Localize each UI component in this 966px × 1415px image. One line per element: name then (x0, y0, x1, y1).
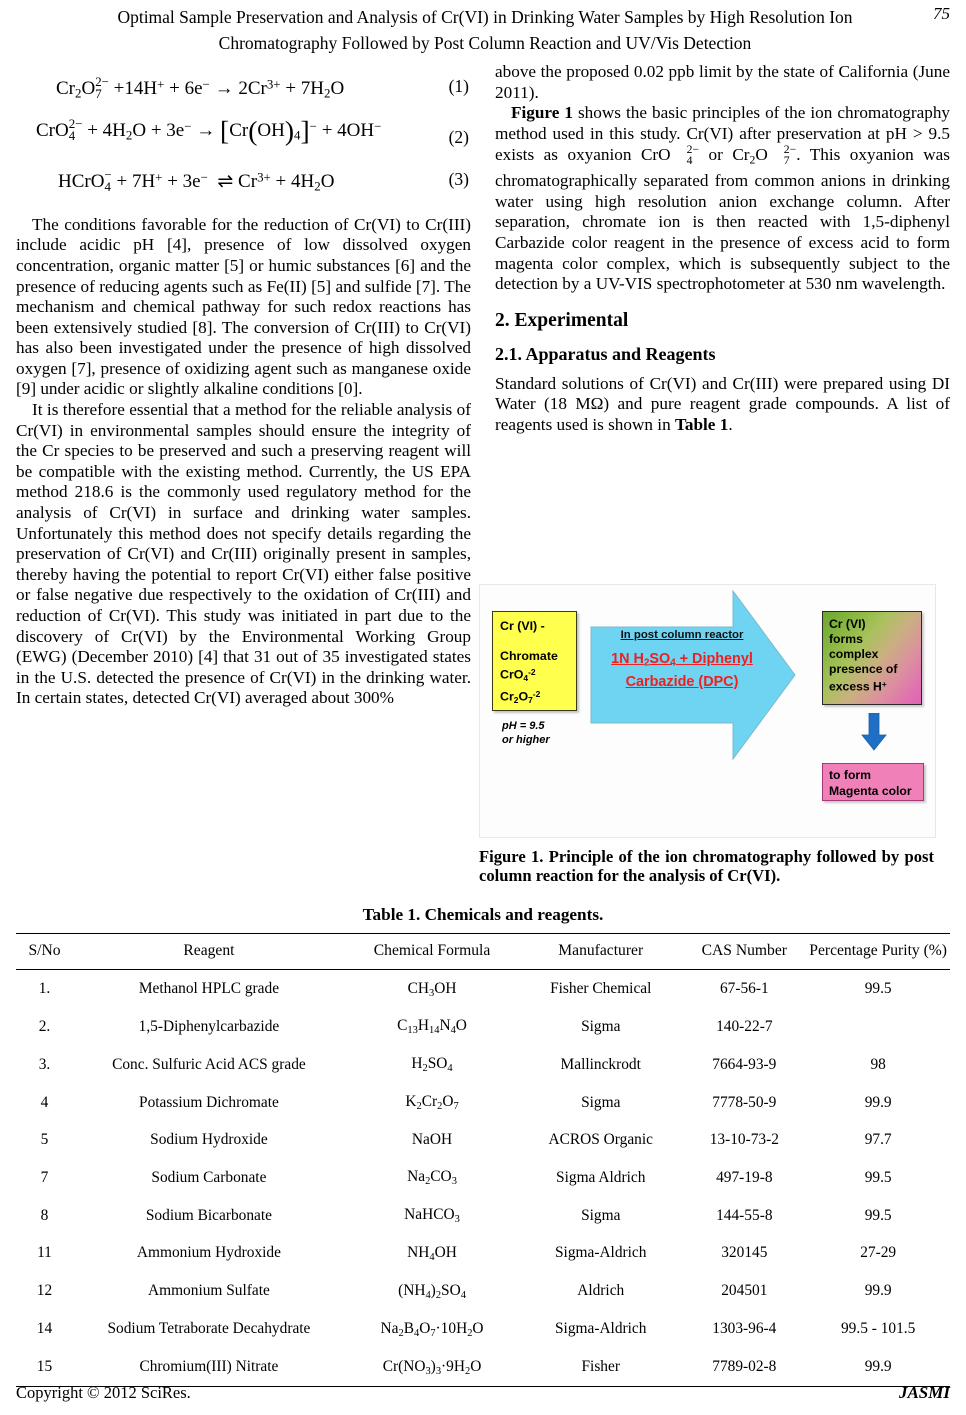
cell-cas: 67-56-1 (719, 979, 769, 997)
table-row (16, 1348, 950, 1386)
table-row (16, 1122, 950, 1159)
table-reference-bold: Table 1 (674, 415, 729, 434)
equation-block (16, 76, 471, 195)
table-row (16, 1235, 950, 1273)
cell-reagent: Sodium Bicarbonate (145, 1206, 272, 1224)
running-head-line1: Optimal Sample Preservation and Analysis of Cr(VI) in Drinking Water Samples by High Resolution Ion (117, 7, 853, 27)
cell-purity: 99.5 (864, 1206, 892, 1224)
left-paragraph-1: The conditions favorable for the reduction of Cr(VI) to Cr(III) include acidic pH [4], presence of low dissolved oxygen concentration, organic matter [5] or humic substances [6] and the presence of reducing agents such as Fe(II) [5] and sulfide [7]. The mechanism and chemical pathway for such redox reactions has been extensively studied [8]. The conversion of Cr(III) to Cr(VI) has also been investigated under the presence of high dissolved oxygen [7], presence of oxidizing agent such as manganese oxide [9] under acidic or slightly alkaline conditions [0]. (16, 214, 471, 399)
heading-apparatus-and-reagents: 2.1. Apparatus and Reagents (495, 343, 716, 364)
equation-3 (16, 169, 471, 194)
cell-sno: 11 (37, 1244, 52, 1262)
figure-down-arrow-shape (861, 713, 887, 751)
cell-manufacturer: Fisher (519, 1348, 682, 1386)
cell-manufacturer: Sigma Aldrich (556, 1168, 646, 1186)
column-header-cas: CAS Number (682, 934, 806, 970)
figure-paragraph-a: shows the basic principles of the ion chromatography method used in this study. Cr(VI) after preservation at pH > 9.5 exists as oxyanion (495, 103, 951, 165)
ph-note-line-2: or higher (502, 734, 550, 746)
figure-1-wrapper (479, 584, 934, 885)
column-header-manufacturer: Manufacturer (519, 934, 682, 970)
apparatus-text-a: Standard solutions of Cr(VI) and Cr(III) were prepared using DI Water (18 MΩ) and pure reagent grade compounds. A list of reagents used is shown in (495, 373, 950, 434)
table-row (16, 1046, 950, 1084)
cell-manufacturer: Sigma (581, 1206, 621, 1224)
cell-formula: NaOH (411, 1131, 453, 1149)
figure-green-gradient-box (822, 611, 922, 705)
table-row (16, 970, 950, 1008)
cell-cas: 7778-50-9 (712, 1093, 777, 1111)
green-line-4: presence of (829, 662, 898, 676)
chemicals-and-reagents-table (16, 933, 950, 1387)
table-1-title: Table 1. Chemicals and reagents. (362, 905, 604, 924)
cell-cas: 13-10-73-2 (709, 1131, 779, 1149)
left-column (16, 62, 471, 709)
table-header-row (16, 934, 950, 970)
oxyanion-chromate: CrO 2− 4 (640, 143, 699, 168)
cell-purity: 27-29 (860, 1244, 897, 1262)
cell-reagent: Chromium(III) Nitrate (73, 1348, 345, 1386)
equation-3-number: (3) (448, 169, 469, 190)
cell-purity (806, 1008, 950, 1046)
cell-manufacturer: Sigma (581, 1093, 621, 1111)
cell-formula: $Na_2B_4O_7\cdot 10H_2O$ (380, 1319, 484, 1339)
equation-2-body: CrO 2− 4 + $4H_2O + 3e^- \to [Cr(OH)_4]^- + 4OH^-$ (36, 115, 382, 147)
arrow-reagent: 1N $H_2SO_4$ + Diphenyl Carbazide (DPC) (611, 651, 753, 690)
cell-purity: 97.7 (864, 1131, 892, 1149)
right-arrow-icon (583, 589, 798, 761)
cell-reagent: Ammonium Sulfate (148, 1282, 270, 1300)
cell-purity: 99.9 (864, 1093, 892, 1111)
cell-formula: $Na_2CO_3$ (407, 1168, 457, 1188)
cell-cas: 7789-02-8 (682, 1348, 806, 1386)
cell-formula: $(NH_4)_2SO_4$ (398, 1281, 466, 1301)
column-header-formula: Chemical Formula (345, 934, 519, 970)
cell-formula: $Cr(NO_3)_3\cdot 9H_2O$ (345, 1348, 519, 1386)
table-row (16, 1272, 950, 1310)
figure-paragraph-c: . This oxyanion was chromatographically separated from common anions in drinking water using high resolution anion exchange column. After separation, chromate ion is then reacted with 1,5-diphenyl Carbazide color reagent in the presence of excess acid to form magenta color complex, which is subsequently subject to the detection by a UV-VIS spectrophotometer at 530 nm wavelength. (495, 145, 950, 294)
table-1-wrapper (16, 905, 950, 1387)
figure-ph-note (502, 719, 550, 747)
heading-experimental: 2. Experimental (495, 309, 629, 331)
figure-right-arrow-shape (583, 589, 798, 761)
cell-reagent: Sodium Carbonate (151, 1168, 267, 1186)
equation-2 (16, 115, 471, 147)
table-row (16, 1159, 950, 1197)
right-paragraph-continued: above the proposed 0.02 ppb limit by the state of California (June 2011). (495, 62, 950, 102)
yellow-line-4: $Cr_2O_7^{-2}$ (500, 688, 541, 705)
column-header-purity: Percentage Purity (%) (806, 934, 950, 970)
left-paragraph-2: It is therefore essential that a method for the reliable analysis of Cr(VI) in environmental samples should ensure the integrity of the Cr species to be preserved and such a preserving reagent will be compatible with the existing method. Currently, the US EPA method 218.6 is the commonly used regulatory method for the analysis of Cr(VI) in surface and drinking water samples. Unfortunately this method does not specify details regarding the preservation of Cr(VI) and Cr(III) originally present in samples, thereby having the potential to report Cr(VI) either false positive or false negative due respectively to the oxidation of Cr(III) and reduction of Cr(VI). This study was initiated in part due to the discovery of Cr(VI) by the Environmental Working Group (EWG) (December 2010) [4] that 31 out of 35 investigated states in the U.S. detected the presence of Cr(VI) in the drinking water. In certain states, detected Cr(VI) averaged about 300% (16, 400, 471, 708)
cell-manufacturer: Sigma-Aldrich (554, 1320, 647, 1338)
cell-formula: $H_2SO_4$ (411, 1055, 453, 1075)
cell-reagent: Conc. Sulfuric Acid ACS grade (112, 1055, 306, 1073)
cell-cas: 7664-93-9 (712, 1055, 777, 1073)
yellow-line-2: Chromate (500, 649, 558, 663)
table-header (16, 934, 950, 970)
figure-yellow-box (492, 611, 577, 711)
cell-cas: 320145 (721, 1244, 768, 1262)
page-footer (16, 1383, 950, 1403)
yellow-line-3: CrO$_4^{-2}$ (500, 667, 536, 683)
cell-reagent: Potassium Dichromate (139, 1093, 279, 1111)
cell-sno: 1. (38, 979, 51, 997)
cell-sno: 12 (36, 1282, 53, 1300)
equation-1 (16, 76, 471, 101)
table-row (16, 1310, 950, 1348)
down-arrow-icon (861, 713, 887, 751)
cell-manufacturer: Sigma-Aldrich (554, 1244, 647, 1262)
apparatus-text-b: . (728, 415, 733, 434)
cell-sno: 5 (40, 1131, 49, 1149)
cell-sno: 14 (36, 1320, 53, 1338)
right-column (495, 62, 950, 436)
table-body (16, 970, 950, 1387)
cell-manufacturer: Sigma (581, 1017, 621, 1035)
cell-reagent: Sodium Tetraborate Decahydrate (107, 1320, 311, 1338)
cell-manufacturer: Mallinckrodt (560, 1055, 641, 1073)
cell-reagent: Methanol HPLC grade (138, 979, 280, 997)
cell-sno: 8 (40, 1206, 49, 1224)
cell-formula: NaHCO$_3$ (404, 1206, 460, 1226)
page-number: 75 (933, 4, 950, 23)
cell-sno: 3. (38, 1055, 51, 1073)
cell-cas: 144-55-8 (716, 1206, 773, 1224)
cell-sno: 7 (40, 1168, 49, 1186)
cell-purity: 99.5 (864, 1168, 892, 1186)
figure-pink-box (822, 763, 924, 801)
pink-line-1: to form (829, 768, 871, 782)
cell-purity: 99.5 (864, 979, 892, 997)
pink-line-2: Magenta color (829, 784, 912, 798)
column-header-reagent: Reagent (73, 934, 345, 970)
cell-purity: 99.9 (806, 1348, 950, 1386)
cell-cas: 1303-96-4 (712, 1320, 777, 1338)
table-row (16, 1008, 950, 1046)
column-header-sno: S/No (16, 934, 73, 970)
equation-1-body: $Cr_2O$ 2− 7 $+14H^+ + 6e^- \to 2Cr^{3+} + 7H_2O$ (56, 74, 345, 101)
green-line-2: forms (829, 632, 863, 646)
cell-purity: 99.9 (864, 1282, 892, 1300)
cell-reagent: Ammonium Hydroxide (136, 1244, 281, 1262)
cell-sno: 2. (38, 1017, 51, 1035)
figure-1-diagram (479, 584, 936, 838)
figure-1-caption: Figure 1. Principle of the ion chromatography followed by post column reaction for the analysis of Cr(VI). (479, 847, 934, 885)
cell-manufacturer: Aldrich (577, 1282, 625, 1300)
cell-sno: 15 (16, 1348, 73, 1386)
yellow-spacer (500, 634, 576, 648)
running-head-line2: Chromatography Followed by Post Column Reaction and UV/Vis Detection (218, 33, 752, 53)
equation-2-number: (2) (448, 127, 469, 148)
cell-purity: 99.5 - 101.5 (840, 1320, 916, 1338)
cell-formula: $K_2Cr_2O_7$ (405, 1093, 459, 1113)
oxyanion-dichromate: $Cr_2O$ 2− 7 (732, 143, 797, 168)
cell-cas: 204501 (721, 1282, 768, 1300)
cell-reagent: 1,5-Diphenylcarbazide (138, 1017, 280, 1035)
cell-formula: $CH_3OH$ (407, 979, 457, 999)
cell-formula: $NH_4OH$ (407, 1244, 457, 1263)
green-line-1: Cr (VI) (829, 617, 866, 631)
cell-cas: 140-22-7 (716, 1017, 773, 1035)
figure-paragraph-b: or (699, 145, 733, 165)
yellow-line-1: Cr (VI) - (500, 619, 545, 633)
running-head (95, 4, 875, 56)
green-line-5: excess H+ (829, 679, 887, 694)
cell-formula: $C_{13}H_{14}N_4O$ (397, 1017, 467, 1037)
cell-manufacturer: Fisher Chemical (550, 979, 652, 997)
figure-reference-bold: Figure 1 (511, 103, 573, 123)
equation-1-number: (1) (448, 76, 469, 96)
arrow-title: In post column reactor (620, 629, 744, 641)
cell-cas: 497-19-8 (716, 1168, 773, 1186)
copyright-text: Copyright © 2012 SciRes. (16, 1383, 191, 1402)
cell-manufacturer: ACROS Organic (548, 1131, 653, 1149)
ph-note-line-1: pH = 9.5 (502, 720, 545, 732)
right-paragraph-figure (495, 103, 950, 295)
cell-purity: 98 (870, 1055, 886, 1073)
table-row (16, 1084, 950, 1122)
cell-sno: 4 (40, 1093, 49, 1111)
cell-reagent: Sodium Hydroxide (150, 1131, 268, 1149)
green-line-3: complex (829, 647, 879, 661)
journal-abbreviation: JASMI (898, 1383, 950, 1402)
table-row (16, 1197, 950, 1235)
equation-3-body: HCrO − 4 + 7H+ + 3e− ⇌ $Cr^{3+} + 4H_2O$ (58, 167, 335, 195)
apparatus-paragraph (495, 374, 950, 436)
